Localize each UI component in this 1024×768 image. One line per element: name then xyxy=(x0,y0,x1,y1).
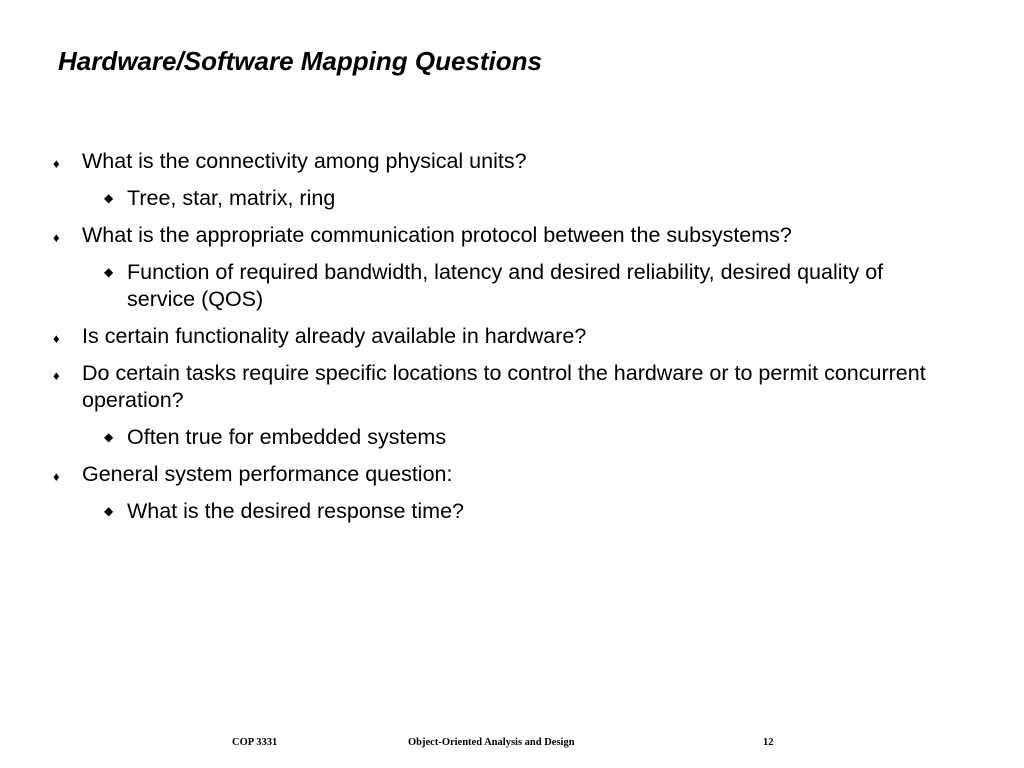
bullet-text: What is the appropriate communication protocol between the subsystems? xyxy=(82,223,792,247)
bullet-text: What is the connectivity among physical units? xyxy=(82,149,527,173)
footer-course-title: Object-Oriented Analysis and Design xyxy=(408,737,575,748)
sub-bullet-text: Often true for embedded systems xyxy=(127,425,447,449)
bullet-item xyxy=(0,148,942,175)
sub-bullet-text: What is the desired response time? xyxy=(127,499,464,523)
sub-bullet-item xyxy=(0,424,927,451)
sub-bullet-text: Function of required bandwidth, latency and desired reliability, desired quality of service (QOS) xyxy=(127,260,884,311)
diamond-bullet-icon: ♦ xyxy=(53,469,60,484)
bullet-item xyxy=(0,222,942,249)
footer-page-number: 12 xyxy=(763,737,774,748)
bullet-item xyxy=(0,360,942,414)
bullet-item xyxy=(0,323,942,350)
slide-title: Hardware/Software Mapping Questions xyxy=(58,46,542,76)
diamond-sub-bullet-icon: ◆ xyxy=(104,430,114,444)
sub-bullet-item xyxy=(0,498,927,525)
diamond-bullet-icon: ♦ xyxy=(53,156,60,171)
diamond-sub-bullet-icon: ◆ xyxy=(104,265,114,279)
diamond-sub-bullet-icon: ◆ xyxy=(104,191,114,205)
sub-bullet-item xyxy=(0,185,927,212)
sub-bullet-item xyxy=(0,259,927,313)
bullet-text: Do certain tasks require specific locations to control the hardware or to permit concurrent operation? xyxy=(82,361,926,412)
sub-bullet-text: Tree, star, matrix, ring xyxy=(127,186,336,210)
diamond-bullet-icon: ♦ xyxy=(53,230,60,245)
bullet-list xyxy=(0,148,1024,525)
diamond-bullet-icon: ♦ xyxy=(53,368,60,383)
bullet-text: General system performance question: xyxy=(82,462,453,486)
diamond-sub-bullet-icon: ◆ xyxy=(104,504,114,518)
diamond-bullet-icon: ♦ xyxy=(53,331,60,346)
footer-course: COP 3331 xyxy=(232,737,278,748)
bullet-text: Is certain functionality already available in hardware? xyxy=(82,324,587,348)
bullet-item xyxy=(0,461,942,488)
